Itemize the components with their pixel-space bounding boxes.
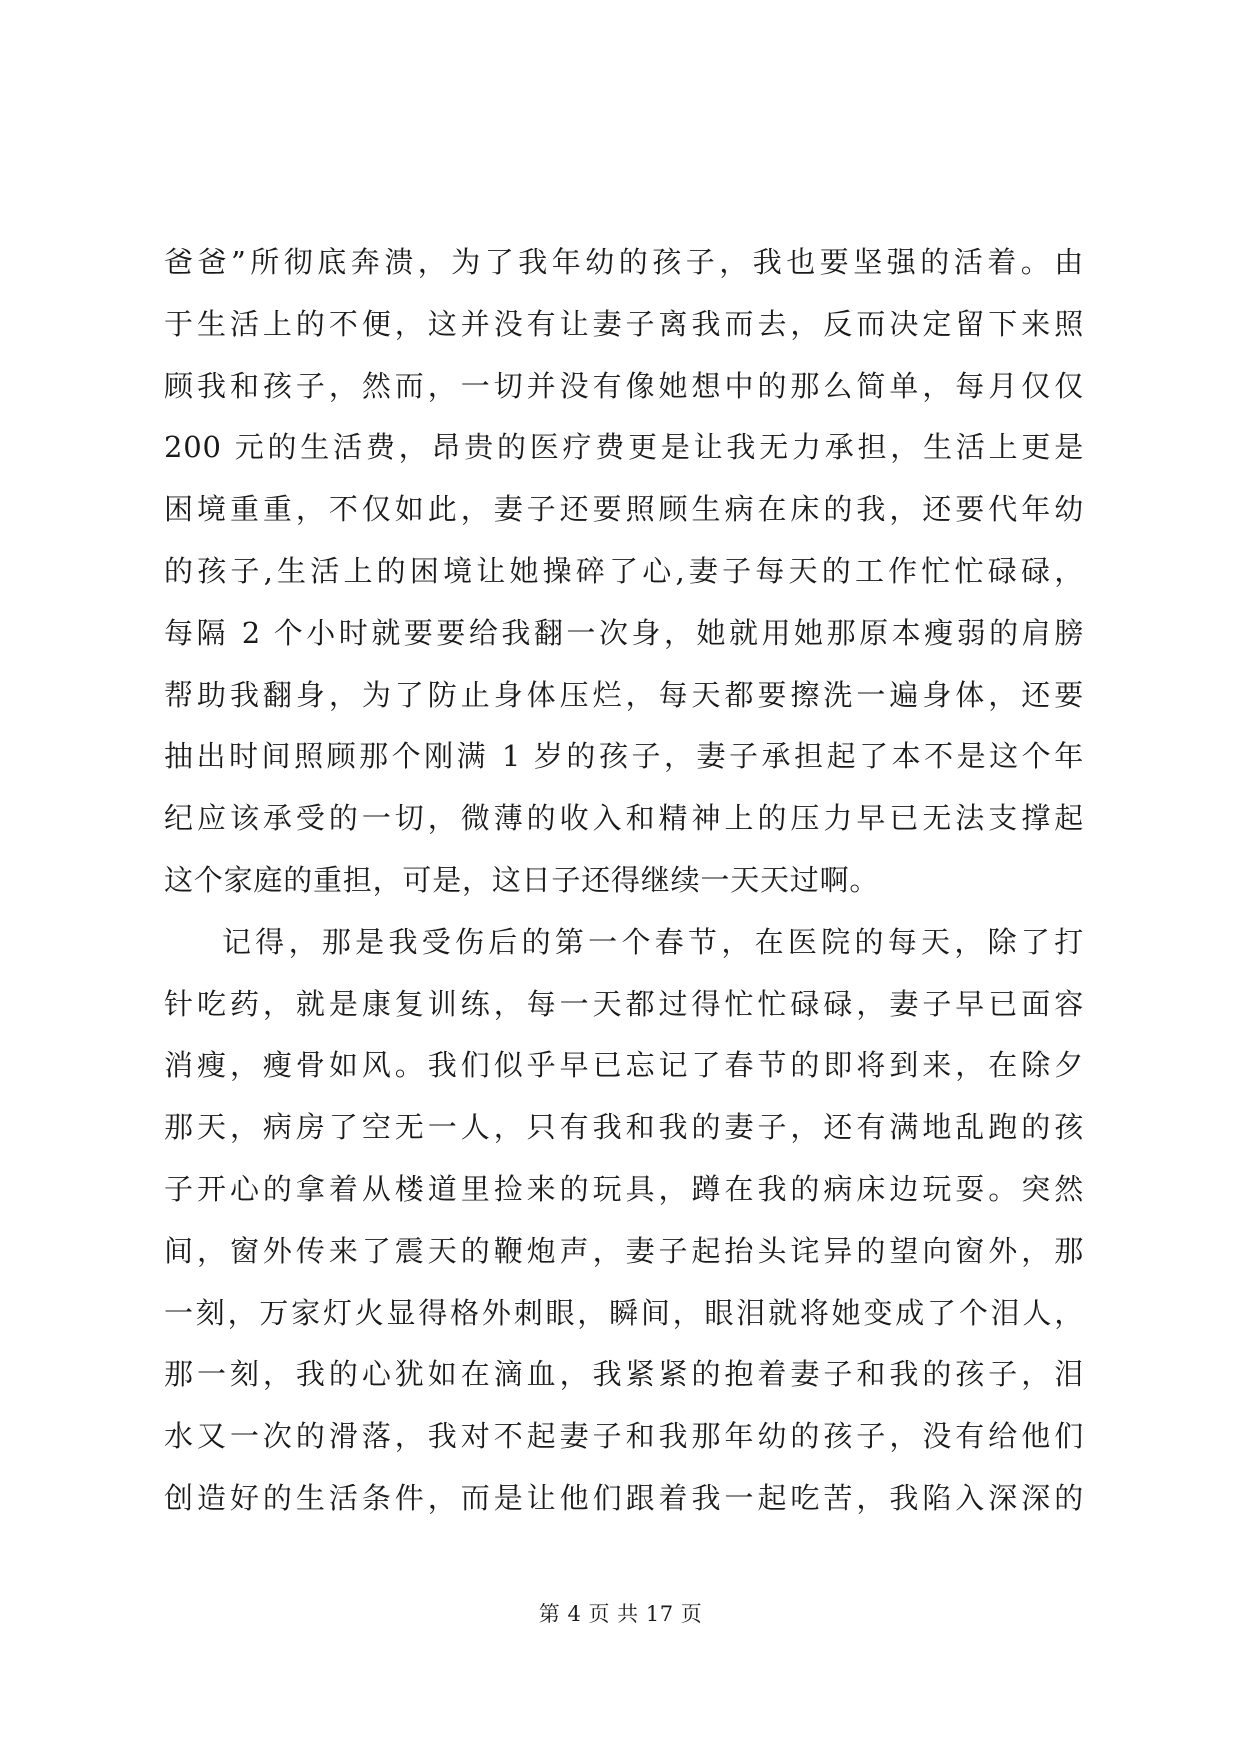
text-line: 困境重重，不仅如此，妻子还要照顾生病在床的我，还要代年幼 xyxy=(164,492,1084,527)
text-line: 记得，那是我受伤后的第一个春节，在医院的每天，除了打 xyxy=(222,924,1084,959)
text-line: 创造好的生活条件，而是让他们跟着我一起吃苦，我陷入深深的 xyxy=(164,1480,1084,1515)
text-line: 顾我和孩子，然而，一切并没有像她想中的那么简单，每月仅仅 xyxy=(164,368,1084,403)
text-line: 于生活上的不便，这并没有让妻子离我而去，反而决定留下来照 xyxy=(164,306,1084,341)
text-line: 针吃药，就是康复训练，每一天都过得忙忙碌碌，妻子早已面容 xyxy=(164,986,1084,1021)
text-line: 那天，病房了空无一人，只有我和我的妻子，还有满地乱跑的孩 xyxy=(164,1110,1084,1145)
text-line: 消瘦，瘦骨如风。我们似乎早已忘记了春节的即将到来，在除夕 xyxy=(164,1048,1084,1083)
text-line: 帮助我翻身，为了防止身体压烂，每天都要擦洗一遍身体，还要 xyxy=(164,677,1084,712)
paragraph xyxy=(164,912,1084,1530)
text-line: 那一刻，我的心犹如在滴血，我紧紧的抱着妻子和我的孩子，泪 xyxy=(164,1357,1084,1392)
page-number-footer: 第 4 页 共 17 页 xyxy=(538,1602,703,1626)
text-line: 这个家庭的重担，可是，这日子还得继续一天天过啊。 xyxy=(164,862,880,897)
text-line: 爸爸”所彻底奔溃，为了我年幼的孩子，我也要坚强的活着。由 xyxy=(164,245,1084,279)
text-line: 200 元的生活费，昂贵的医疗费更是让我无力承担，生活上更是 xyxy=(164,430,1084,465)
text-line: 子开心的拿着从楼道里捡来的玩具，蹲在我的病床边玩耍。突然 xyxy=(164,1171,1084,1206)
text-line: 水又一次的滑落，我对不起妻子和我那年幼的孩子，没有给他们 xyxy=(164,1419,1084,1454)
text-line: 纪应该承受的一切，微薄的收入和精神上的压力早已无法支撑起 xyxy=(164,801,1084,836)
text-line: 一刻，万家灯火显得格外刺眼，瞬间，眼泪就将她变成了个泪人， xyxy=(164,1295,1084,1330)
text-line: 每隔 2 个小时就要要给我翻一次身，她就用她那原本瘦弱的肩膀 xyxy=(164,615,1084,650)
text-line: 的孩子,生活上的困境让她操碎了心,妻子每天的工作忙忙碌碌， xyxy=(164,553,1084,588)
body-text xyxy=(164,232,1084,1530)
paragraph xyxy=(164,232,1084,912)
text-line: 抽出时间照顾那个刚满 1 岁的孩子，妻子承担起了本不是这个年 xyxy=(164,739,1084,774)
text-line: 间，窗外传来了震天的鞭炮声，妻子起抬头诧异的望向窗外，那 xyxy=(164,1233,1084,1268)
